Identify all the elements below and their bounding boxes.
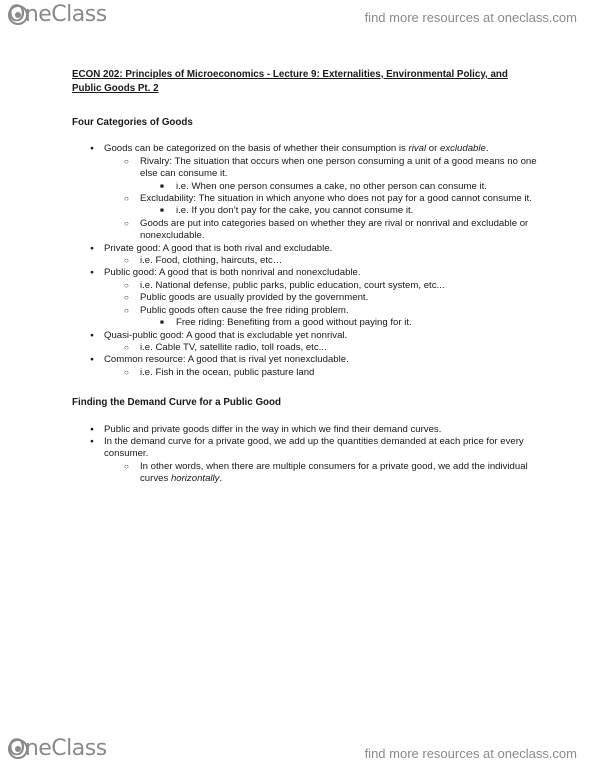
list-item: ● In the demand curve for a private good, we add up the quantities demanded at each price for every consumer. [72,436,537,461]
list-item: ■ Free riding: Benefiting from a good without paying for it. [72,317,537,329]
header-promo-link[interactable]: find more resources at oneclass.com [364,10,577,25]
header-brand-text: OneClass [8,2,107,27]
list-item: ○ Public goods often cause the free riding problem. [72,305,537,317]
list-item: ○ i.e. Cable TV, satellite radio, toll roads, etc... [72,342,537,354]
list-item: ○ i.e. Food, clothing, haircuts, etc… [72,255,537,267]
list-item: In other words, when there are multiple consumers for a private good, we add the individual curves horizontally. [140,460,528,485]
list-item: ● Quasi-public good: A good that is excludable yet nonrival. [72,330,537,342]
list-item: ○ Excludability: The situation in which anyone who does not pay for a good cannot consume it. [72,193,537,205]
section-heading-demand-curve: Finding the Demand Curve for a Public Good [72,397,282,409]
list-item: Goods can be categorized on the basis of whether their consumption is rival or excludable. [104,143,489,155]
footer-logo[interactable] [8,736,107,761]
list-item: ■ i.e. When one person consumes a cake, no other person can consume it. [72,181,537,193]
document-body [72,68,537,486]
list-item: ○ Public goods are usually provided by the government. [72,292,537,304]
list-item: ○ Rivalry: The situation that occurs when one person consuming a unit of a good means no one else can consume it. [72,156,537,181]
list-item: ● Public and private goods differ in the way in which we find their demand curves. [72,424,537,436]
bullet-list-four-categories [72,143,537,379]
list-item: ○ i.e. National defense, public parks, public education, court system, etc... [72,280,537,292]
header-logo[interactable] [8,2,107,27]
document-title: ECON 202: Principles of Microeconomics - Lecture 9: Externalities, Environmental Policy, and Public Goods Pt. 2 [72,69,508,94]
footer-brand-text: OneClass [8,736,107,761]
list-item: ○ i.e. Fish in the ocean, public pasture land [72,367,537,379]
bullet-list-demand-curve [72,424,537,486]
list-item: ● Private good: A good that is both rival and excludable. [72,243,537,255]
list-item: ● Public good: A good that is both nonrival and nonexcludable. [72,267,537,279]
list-item: ○ Goods are put into categories based on whether they are rival or nonrival and excludable or nonexcludable. [72,218,537,243]
section-heading-four-categories: Four Categories of Goods [72,117,193,128]
list-item: ■ i.e. If you don’t pay for the cake, you cannot consume it. [72,205,537,217]
footer-promo-link[interactable]: find more resources at oneclass.com [364,746,577,761]
list-item: ● Common resource: A good that is rival yet nonexcludable. [72,354,537,366]
